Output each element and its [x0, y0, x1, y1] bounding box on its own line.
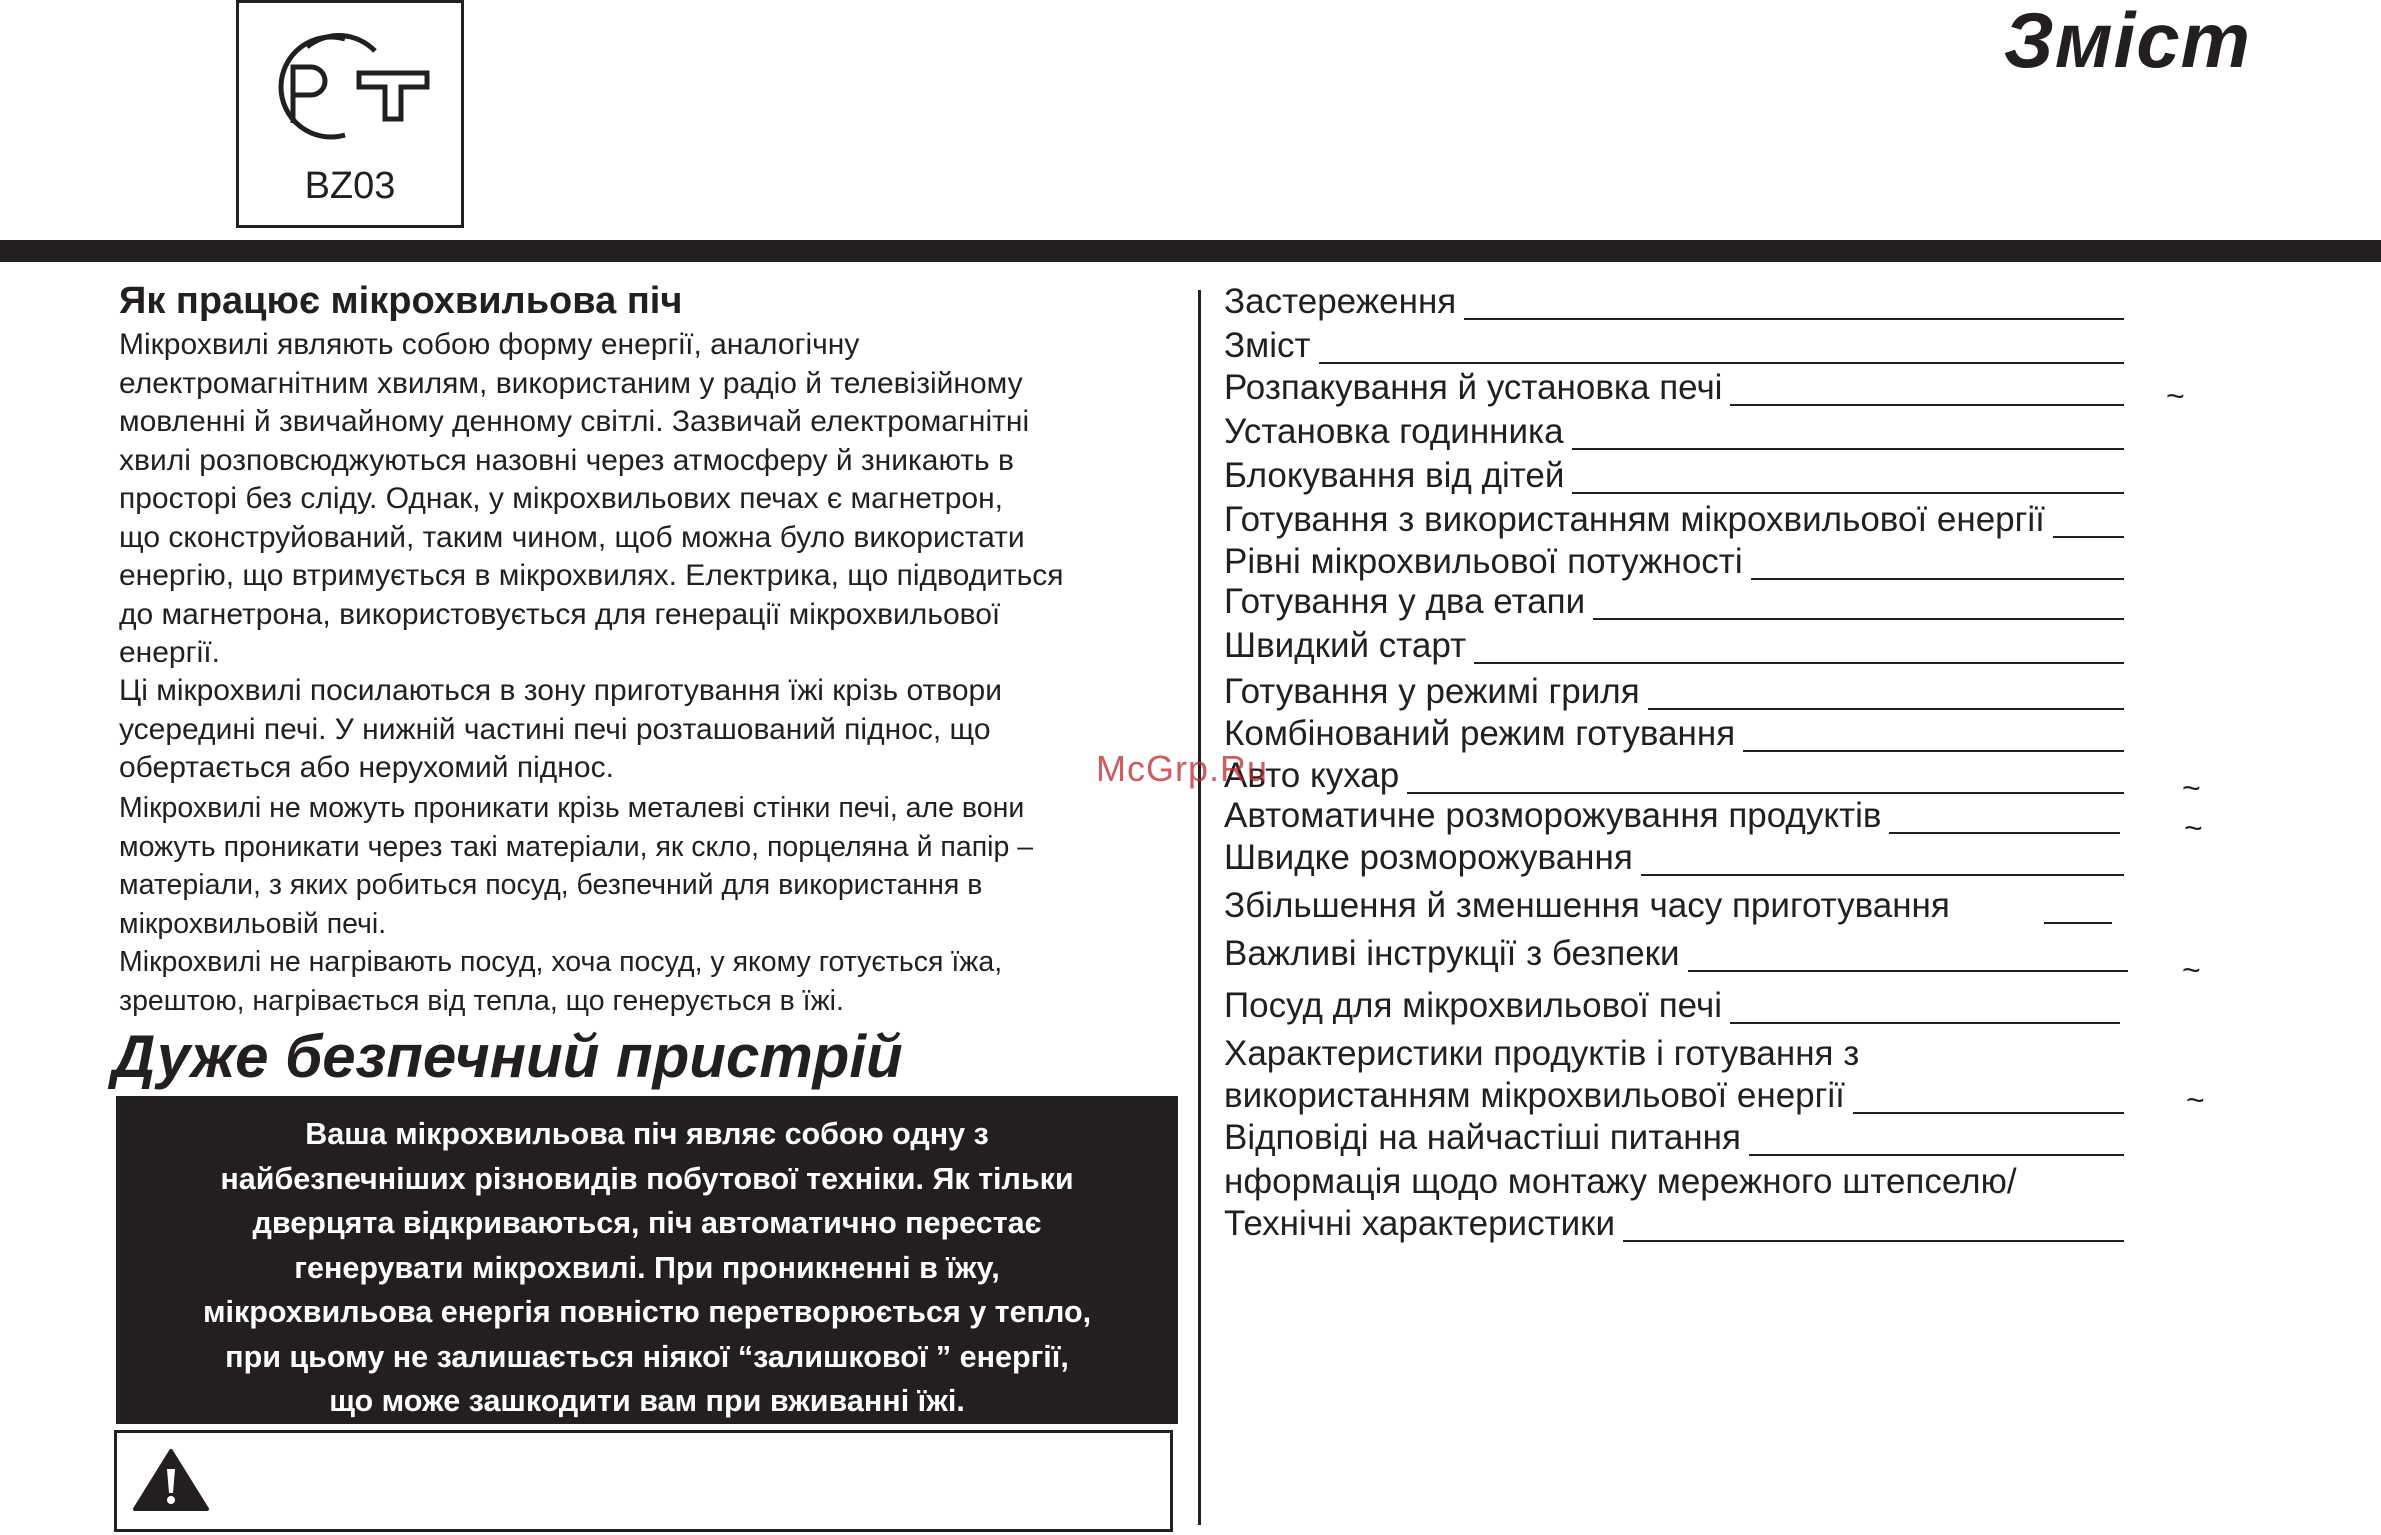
toc-item[interactable]	[1224, 582, 2124, 626]
text-line: Мікрохвилі не можуть проникати крізь металеві стінки печі, але вони	[119, 792, 1025, 824]
text-line: мовленні й звичайному денному світлі. Зазвичай електромагнітні	[119, 405, 1030, 438]
page-range-tilde: ~	[2182, 952, 2201, 988]
page-range-tilde: ~	[2182, 770, 2201, 806]
certification-mark	[236, 0, 464, 228]
toc-item-label: використанням мікрохвильової енергії	[1224, 1078, 1853, 1114]
toc-item-label: Блокування від дітей	[1224, 458, 1572, 494]
rst-logo-icon	[267, 27, 437, 147]
text-line: зрештою, нагрівається від тепла, що генерується в їжі.	[119, 984, 844, 1017]
page-range-tilde: ~	[2184, 810, 2203, 846]
toc-item	[1224, 1034, 2124, 1078]
text-line: Мікрохвилі не нагрівають посуд, хоча посуд, у якому готується їжа,	[119, 946, 1003, 978]
toc-item[interactable]	[1224, 282, 2124, 326]
text-line: матеріали, з яких робиться посуд, безпечний для використання в	[119, 869, 983, 901]
certification-code: BZ03	[304, 165, 396, 207]
toc-item-label: Готування у два етапи	[1224, 584, 1593, 620]
toc-item-label: Розпакування й установка печі	[1224, 370, 1730, 406]
toc-item-label: Важливі інструкції з безпеки	[1224, 936, 1688, 972]
page-range-tilde: ~	[2186, 1082, 2205, 1118]
toc-item[interactable]	[1224, 672, 2124, 716]
toc-item-label: Збільшення й зменшення часу приготування	[1224, 888, 1958, 924]
warning-triangle-icon	[131, 1447, 211, 1513]
toc-item[interactable]	[1224, 934, 2201, 988]
toc-item[interactable]	[1224, 1118, 2124, 1162]
toc-item-label: Рівні мікрохвильової потужності	[1224, 544, 1751, 580]
notice-line: генерувати мікрохвилі. При проникненні в їжу,	[294, 1250, 1000, 1285]
toc-item-label: Посуд для мікрохвильової печі	[1224, 988, 1730, 1024]
toc-item-label: Швидке розморожування	[1224, 840, 1641, 876]
text-line: хвилі розповсюджуються назовні через атмосферу й зникають в	[119, 443, 1014, 477]
toc-item[interactable]	[1224, 412, 2124, 456]
toc-item[interactable]	[1224, 986, 2120, 1030]
text-line: до магнетрона, використовується для генерації мікрохвильової	[119, 597, 1001, 631]
toc-item[interactable]	[1224, 626, 2124, 670]
page-title: Зміст	[2003, 0, 2251, 84]
toc-item[interactable]	[1224, 500, 2124, 544]
toc-item[interactable]	[1224, 1076, 2205, 1120]
toc-item[interactable]	[1224, 456, 2124, 500]
toc-item-label: Застереження	[1224, 284, 1464, 320]
warning-box	[114, 1430, 1173, 1532]
paragraph-1	[119, 326, 1189, 673]
toc-item-label: Характеристики продуктів і готування з	[1224, 1036, 1867, 1072]
toc-item-label: Комбінований режим готування	[1224, 716, 1743, 752]
toc-item[interactable]	[1224, 838, 2124, 882]
notice-line: найбезпечніших різновидів побутової техніки. Як тільки	[220, 1161, 1074, 1196]
toc-item-label: Технічні характеристики	[1224, 1206, 1623, 1242]
paragraph-2	[119, 672, 1189, 788]
text-line: обертається або нерухомий піднос.	[119, 751, 614, 784]
toc-item-label: нформація щодо монтажу мережного штепселю/	[1224, 1164, 2025, 1200]
toc-item[interactable]	[1224, 756, 2201, 806]
toc-item-label: Установка годинника	[1224, 414, 1572, 450]
toc-item[interactable]	[1224, 326, 2124, 370]
text-line: енергії.	[119, 636, 220, 669]
toc-leader	[1224, 362, 2124, 364]
notice-line: що може зашкодити вам при вживанні їжі.	[329, 1384, 965, 1418]
toc-item[interactable]	[1224, 368, 2185, 414]
text-line: Мікрохвилі являють собою форму енергії, аналогічну	[119, 328, 860, 361]
paragraph-4	[119, 943, 1189, 1020]
toc-leader	[2044, 922, 2112, 924]
text-line: що сконструйований, таким чином, щоб можна було використати	[119, 520, 1025, 554]
toc-item[interactable]	[1224, 1204, 2124, 1248]
text-line: енергію, що втримується в мікрохвилях. Електрика, що підводиться	[119, 559, 1064, 592]
toc-item-label: Швидкий старт	[1224, 628, 1474, 664]
toc-item-label: Готування з використанням мікрохвильової енергії	[1224, 502, 2053, 538]
text-line: можуть проникати через такі матеріали, як скло, порцеляна й папір –	[119, 830, 1034, 863]
notice-line: мікрохвильова енергія повністю перетворюється у тепло,	[202, 1295, 1092, 1329]
toc-item-label: Зміст	[1224, 328, 1319, 364]
text-line: мікрохвильовій печі.	[119, 907, 387, 940]
toc-item-label: Готування у режимі гриля	[1224, 674, 1648, 710]
toc-item[interactable]	[1224, 1162, 2124, 1206]
notice-line: при цьому не залишається ніякої “залишкової ” енергії,	[225, 1339, 1069, 1374]
watermark: McGrp.Ru	[1096, 748, 1269, 789]
text-line: усередині печі. У нижній частині печі розташований піднос, що	[119, 712, 991, 746]
text-line: Ці мікрохвилі посилаються в зону приготування їжі крізь отвори	[119, 674, 1002, 707]
toc-item-label: Авто кухар	[1224, 758, 1407, 794]
column-divider	[1198, 290, 1201, 1525]
notice-line: Ваша мікрохвильова піч являє собою одну з	[305, 1117, 989, 1151]
toc-item[interactable]	[1224, 886, 2112, 930]
safety-notice-box	[116, 1096, 1178, 1424]
toc-item[interactable]	[1224, 714, 2124, 758]
toc-item[interactable]	[1224, 542, 2124, 586]
toc-item-label: Відповіді на найчастіші питання	[1224, 1120, 1749, 1156]
safety-heading: Дуже безпечний пристрій	[112, 1023, 903, 1090]
toc-item-label: Автоматичне розморожування продуктів	[1224, 798, 1889, 834]
paragraph-3	[119, 789, 1189, 943]
header-rule	[0, 240, 2381, 262]
text-line: просторі без сліду. Однак, у мікрохвильових печах є магнетрон,	[119, 482, 1003, 515]
text-line: електромагнітним хвилям, використаним у радіо й телевізійному	[119, 366, 1023, 400]
notice-line: дверцята відкриваються, піч автоматично перестає	[252, 1206, 1042, 1240]
toc-item[interactable]	[1224, 796, 2203, 846]
page-range-tilde: ~	[2166, 378, 2185, 414]
section-heading: Як працює мікрохвильова піч	[119, 280, 683, 322]
